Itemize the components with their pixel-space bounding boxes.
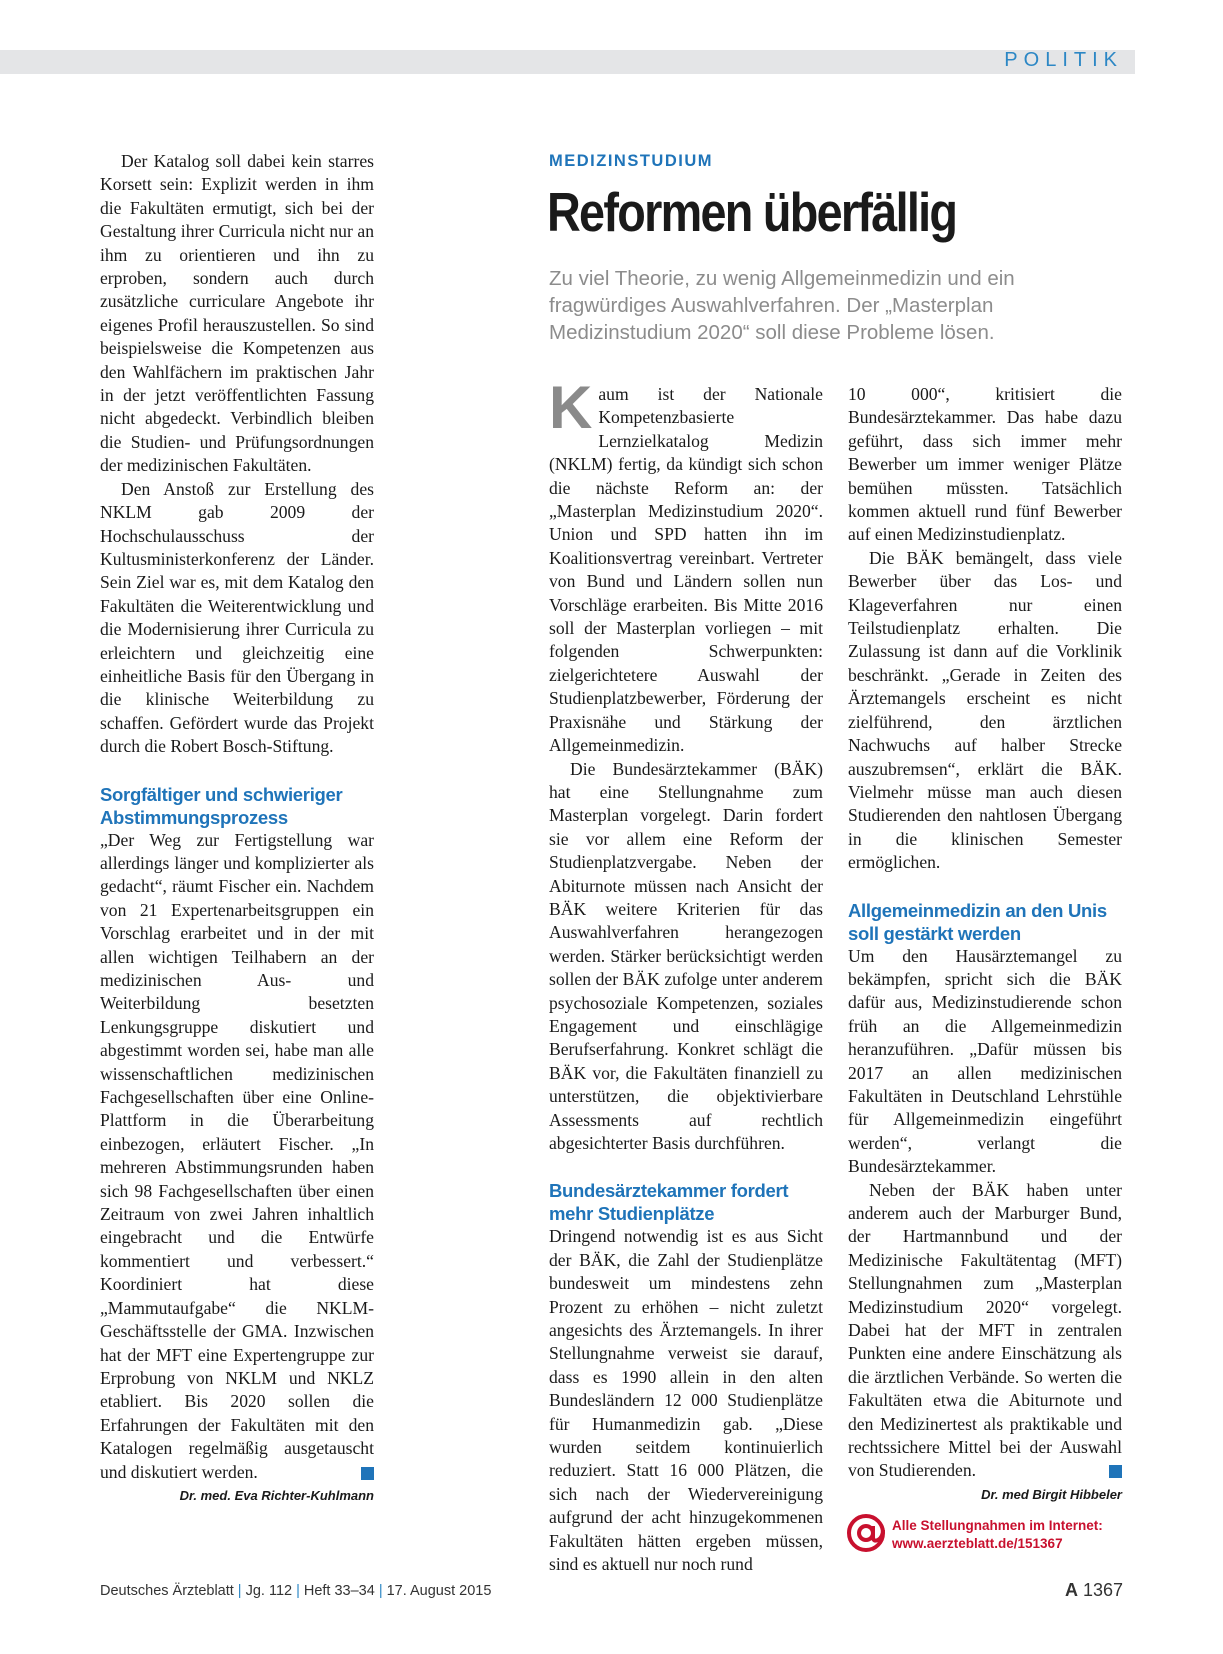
author-byline: Dr. med. Eva Richter-Kuhlmann [179, 1487, 374, 1503]
web-link-label: Alle Stellungnahmen im Internet: [892, 1518, 1103, 1533]
end-mark-icon [1109, 1465, 1122, 1478]
paragraph: Den Anstoß zur Erstellung des NKLM gab 2009 der Hochschulausschuss der Kultusministerkonferenz der Länder. Sein Ziel war es, mit dem Katalog den Fakultäten die Weiterentwicklung und die Modernisierung ihrer Curricula zu erleichtern und gleichzeitig eine einheitliche Basis für den Übergang in die klinische Weiterbildung zu schaffen. Gefördert wurde das Projekt durch die Robert Bosch-Stiftung. [100, 478, 374, 757]
subheading: Sorgfältiger und schwieriger Abstimmungsprozess [100, 783, 343, 828]
end-mark-icon [361, 1467, 374, 1480]
page-number [1065, 1580, 1123, 1601]
issue-date: 17. August 2015 [386, 1583, 492, 1599]
paragraph: Die BÄK bemängelt, dass viele Bewerber über das Los- und Klageverfahren nur einen Teilstudienplatz erhalten. Die Zulassung ist dann auf die Vorklinik beschränkt. „Gerade in Zeiten des Ärztemangels erscheint es nicht zielführend, den ärztlichen Nachwuchs auf halber Strecke auszubremsen“, erklärt die BÄK. Vielmehr müsse man auch diesen Studierenden den nahtlosen Übergang in die klinischen Semester ermöglichen. [848, 547, 1122, 873]
article-headline: Reformen überfällig [547, 181, 957, 243]
web-link-url[interactable]: www.aerzteblatt.de/151367 [892, 1536, 1063, 1551]
header-bar [0, 50, 1135, 74]
paragraph: Neben der BÄK haben unter anderem auch der Marburger Bund, der Hartmannbund und der Medizinische Fakultätentag (MFT) Stellungnahmen zum „Masterplan Medizinstudium 2020“ vorgelegt. Dabei hat der MFT in zentralen Punkten eine andere Einschätzung als die ärztlichen Verbände. So werten die Fakultäten etwa die Abiturnote und den Medizinertest als praktikable und rechtssichere Mittel bei der Auswahl von Studierenden. [848, 1179, 1122, 1481]
paragraph: Um den Hausärztemangel zu bekämpfen, spricht sich die BÄK dafür aus, Medizinstudierende schon früh an die Allgemeinmedizin heranzuführen. „Dafür müssen bis 2017 an allen medizinischen Fakultäten in Deutschland Lehrstühle für Allgemeinmedizin eingeführt werden“, verlangt die Bundesärztekammer. [848, 945, 1122, 1177]
paragraph: „Der Weg zur Fertigstellung war allerdings länger und komplizierter als gedacht“, räumt Fischer ein. Nachdem von 21 Expertenarbeitsgruppen ein Vorschlag erarbeitet und in der mit allen wichtigen Teilhabern an der medizinischen Aus- und Weiterbildung besetzten Lenkungsgruppe diskutiert und abgestimmt worden sei, habe man alle wissenschaftlichen medizinischen Fachgesellschaften über eine Online-Plattform in die Überarbeitung einbezogen, erläutert Fischer. „In mehreren Abstimmungsrunden haben sich 98 Fachgesellschaften über einen Zeitraum von zwei Jahren inhaltlich eingebracht und die Entwürfe kommentiert und verbessert.“ Koordiniert hat diese „Mammutaufgabe“ die NKLM-Geschäftsstelle der GMA. Inzwischen hat der MFT eine Expertengruppe zur Erprobung von NKLM und NKLZ etabliert. Bis 2020 sollen die Erfahrungen der Fakultäten mit den Katalogen regelmäßig ausgetauscht und diskutiert werden. [100, 829, 374, 1482]
author-byline: Dr. med Birgit Hibbeler [981, 1486, 1122, 1502]
article-column-2 [549, 374, 823, 1577]
page-number-value: 1367 [1082, 1580, 1123, 1600]
journal-issue: Heft 33–34 [303, 1583, 375, 1599]
paragraph: Die Bundesärztekammer (BÄK) hat eine Stellungnahme zum Masterplan vorgelegt. Darin fordert sie vor allem eine Reform der Studienplatzvergabe. Neben der Abiturnote müssen nach Ansicht der BÄK weitere Kriterien für das Auswahlverfahren herangezogen werden. Stärker berücksichtigt werden sollen der BÄK zufolge unter anderem psychosoziale Kompetenzen, soziales Engagement und einschlägige Berufserfahrung. Konkret schlägt die BÄK vor, die Fakultäten finanziell zu unterstützen, die objektivierbare Assessments auf rechtlich abgesichterter Basis durchführen. [549, 758, 823, 1153]
article-lede: Zu viel Theorie, zu wenig Allgemeinmedizin und ein fragwürdiges Auswahlverfahren. Der „Masterplan Medizinstudium 2020“ soll diese Probleme lösen. [549, 267, 1015, 344]
web-link-box[interactable] [846, 1513, 1146, 1557]
prev-article-column [100, 150, 374, 1506]
subheading: Allgemeinmedizin an den Unis soll gestärkt werden [848, 899, 1107, 944]
paragraph: Dringend notwendig ist es aus Sicht der BÄK, die Zahl der Studienplätze bundesweit um mindestens zehn Prozent zu erhöhen – nicht zuletzt angesichts des Ärztemangels. In ihrer Stellungnahme verweist sie darauf, dass es 1990 allein in den alten Bundesländern 12 000 Studienplätze für Humanmedizin gab. „Diese wurden seitdem kontinuierlich reduziert. Statt 16 000 Plätzen, die sich nach der Wiedervereinigung aufgrund der acht hinzugekommenen Fakultäten hätten ergeben müssen, sind es aktuell nur noch rund [549, 1226, 823, 1575]
section-label: POLITIK [1004, 49, 1123, 71]
article-kicker: MEDIZINSTUDIUM [549, 152, 713, 170]
drop-cap: K [549, 374, 593, 441]
subheading: Bundesärztekammer fordert mehr Studienplätze [549, 1180, 789, 1225]
article-column-3 [848, 383, 1122, 1505]
footer: Deutsches Ärzteblatt | Jg. 112 | Heft 33–34 | 17. August 2015 [100, 1583, 492, 1599]
web-link-text[interactable] [892, 1517, 1103, 1553]
at-icon [846, 1513, 886, 1553]
paragraph: Der Katalog soll dabei kein starres Korsett sein: Explizit werden in ihm die Fakultäten ermutigt, sich bei der Gestaltung ihrer Curricula nicht nur an ihm zu orientieren und ihn zu erproben, sondern auch durch zusätzliche curriculare Angebote ihr eigenes Profil herauszustellen. So sind beispielsweise die Kompetenzen aus den Wahlfächern im praktischen Jahr in der jetzt veröffentlichten Fassung nicht abgedeckt. Verbindlich bleiben die Studien- und Prüfungsordnungen der medizinischen Fakultäten. [100, 151, 374, 476]
paragraph: aum ist der Nationale Kompetenzbasierte Lernzielkatalog Medizin (NKLM) fertig, da kündigt sich schon die nächste Reform an: der „Masterplan Medizinstudium 2020“. Union und SPD hatten ihn im Koalitionsvertrag vereinbart. Vertreter von Bund und Ländern sollen nun Vorschläge erarbeiten. Bis Mitte 2016 soll der Masterplan vorliegen – mit folgenden Schwerpunkten: zielgerichtetere Auswahl der Studienplatzbewerber, Förderung der Praxisnähe und Stärkung der Allgemeinmedizin. [549, 384, 823, 756]
journal-volume: Jg. 112 [245, 1583, 293, 1599]
page-prefix: A [1064, 1580, 1078, 1600]
paragraph: 10 000“, kritisiert die Bundesärztekammer. Das habe dazu geführt, dass sich immer mehr Bewerber um immer weniger Plätze bemühen müssten. Tatsächlich kommen aktuell rund fünf Bewerber auf einen Medizinstudienplatz. [848, 384, 1122, 545]
journal-name: Deutsches Ärzteblatt [100, 1583, 234, 1599]
